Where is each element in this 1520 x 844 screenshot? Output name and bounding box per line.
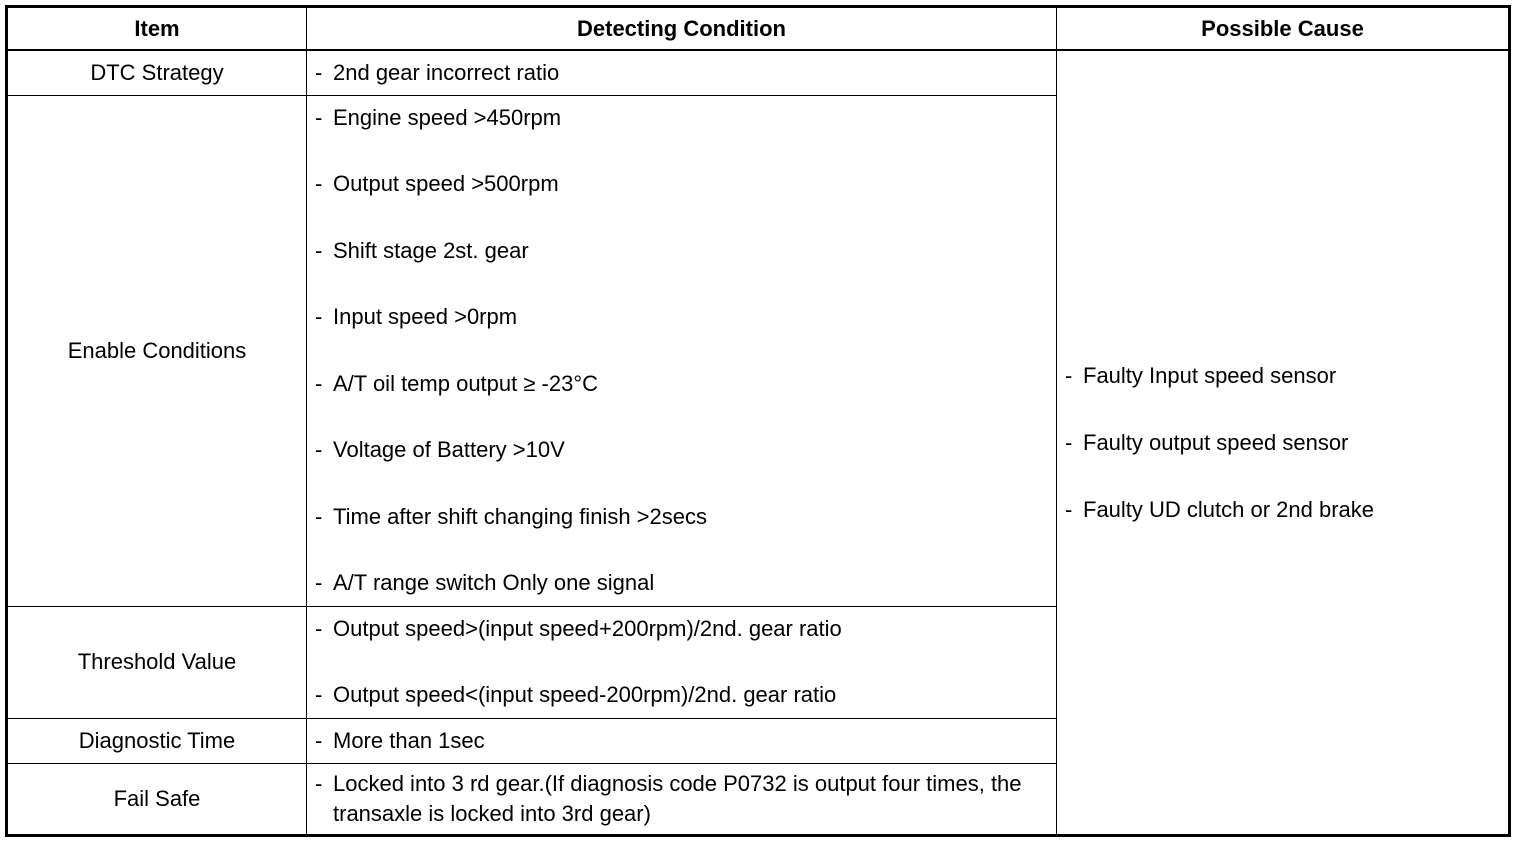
list-item [315, 238, 1056, 264]
condition-list [307, 105, 1056, 597]
list-item-text: Shift stage 2st. gear [333, 237, 529, 263]
list-marker: - [315, 770, 323, 796]
list-marker: - [1065, 429, 1073, 455]
list-item [1065, 497, 1508, 523]
list-item-text: Output speed>(input speed+200rpm)/2nd. gear ratio [333, 616, 842, 641]
row-dtc-strategy [7, 50, 1510, 95]
item-dtc-strategy: DTC Strategy [7, 50, 307, 95]
list-item [315, 171, 1056, 197]
list-marker: - [315, 171, 323, 197]
list-marker: - [315, 237, 323, 263]
list-item-text: Output speed<(input speed-200rpm)/2nd. gear ratio [333, 682, 837, 707]
list-marker: - [315, 304, 323, 330]
condition-list [307, 60, 1056, 86]
possible-cause-cell [1057, 50, 1510, 836]
conditions-diagnostic-time [307, 718, 1057, 763]
list-item-text: 2nd gear incorrect ratio [333, 59, 560, 85]
list-marker: - [315, 59, 323, 85]
list-item [315, 570, 1056, 596]
conditions-fail-safe [307, 763, 1057, 836]
list-item-text: Output speed >500rpm [333, 171, 559, 197]
condition-list [307, 769, 1056, 829]
list-item [1065, 363, 1508, 389]
list-marker: - [315, 570, 323, 596]
header-row [7, 7, 1510, 51]
header-item: Item [7, 7, 307, 51]
list-item-text: A/T range switch Only one signal [333, 570, 655, 596]
condition-list [307, 728, 1056, 754]
list-item-text: Engine speed >450rpm [333, 104, 562, 130]
list-item-text: Time after shift changing finish >2secs [333, 503, 707, 529]
dtc-spec-table [5, 5, 1511, 837]
condition-list [307, 616, 1056, 708]
list-marker: - [315, 370, 323, 396]
list-marker: - [1065, 496, 1073, 522]
possible-cause-list [1057, 363, 1508, 523]
list-item-text: Locked into 3 rd gear.(If diagnosis code P0732 is output four times, the transaxle is locked into 3rd gear) [333, 770, 1022, 826]
list-item [1065, 430, 1508, 456]
list-item [315, 682, 1056, 708]
list-marker: - [315, 727, 323, 753]
list-item [315, 504, 1056, 530]
list-marker: - [315, 104, 323, 130]
list-marker: - [1065, 362, 1073, 388]
list-marker: - [315, 682, 323, 707]
list-item-text: Input speed >0rpm [333, 304, 518, 330]
list-item-text: A/T oil temp output ≥ -23°C [333, 370, 599, 396]
list-item-text: More than 1sec [333, 727, 485, 753]
list-item [315, 728, 1056, 754]
header-possible-cause: Possible Cause [1057, 7, 1510, 51]
list-item [315, 105, 1056, 131]
list-marker: - [315, 503, 323, 529]
list-item [315, 769, 1056, 829]
conditions-dtc-strategy [307, 50, 1057, 95]
list-item-text: Faulty output speed sensor [1083, 429, 1349, 455]
list-item [315, 437, 1056, 463]
conditions-threshold [307, 606, 1057, 718]
conditions-enable [307, 95, 1057, 606]
item-threshold-value: Threshold Value [7, 606, 307, 718]
list-marker: - [315, 616, 323, 641]
list-item-text: Faulty Input speed sensor [1083, 362, 1337, 388]
item-enable-conditions: Enable Conditions [7, 95, 307, 606]
list-item-text: Faulty UD clutch or 2nd brake [1083, 496, 1375, 522]
item-fail-safe: Fail Safe [7, 763, 307, 836]
list-item [315, 371, 1056, 397]
list-item [315, 304, 1056, 330]
list-item [315, 60, 1056, 86]
item-diagnostic-time: Diagnostic Time [7, 718, 307, 763]
header-detecting-condition: Detecting Condition [307, 7, 1057, 51]
list-marker: - [315, 437, 323, 463]
list-item [315, 616, 1056, 642]
list-item-text: Voltage of Battery >10V [333, 437, 565, 463]
